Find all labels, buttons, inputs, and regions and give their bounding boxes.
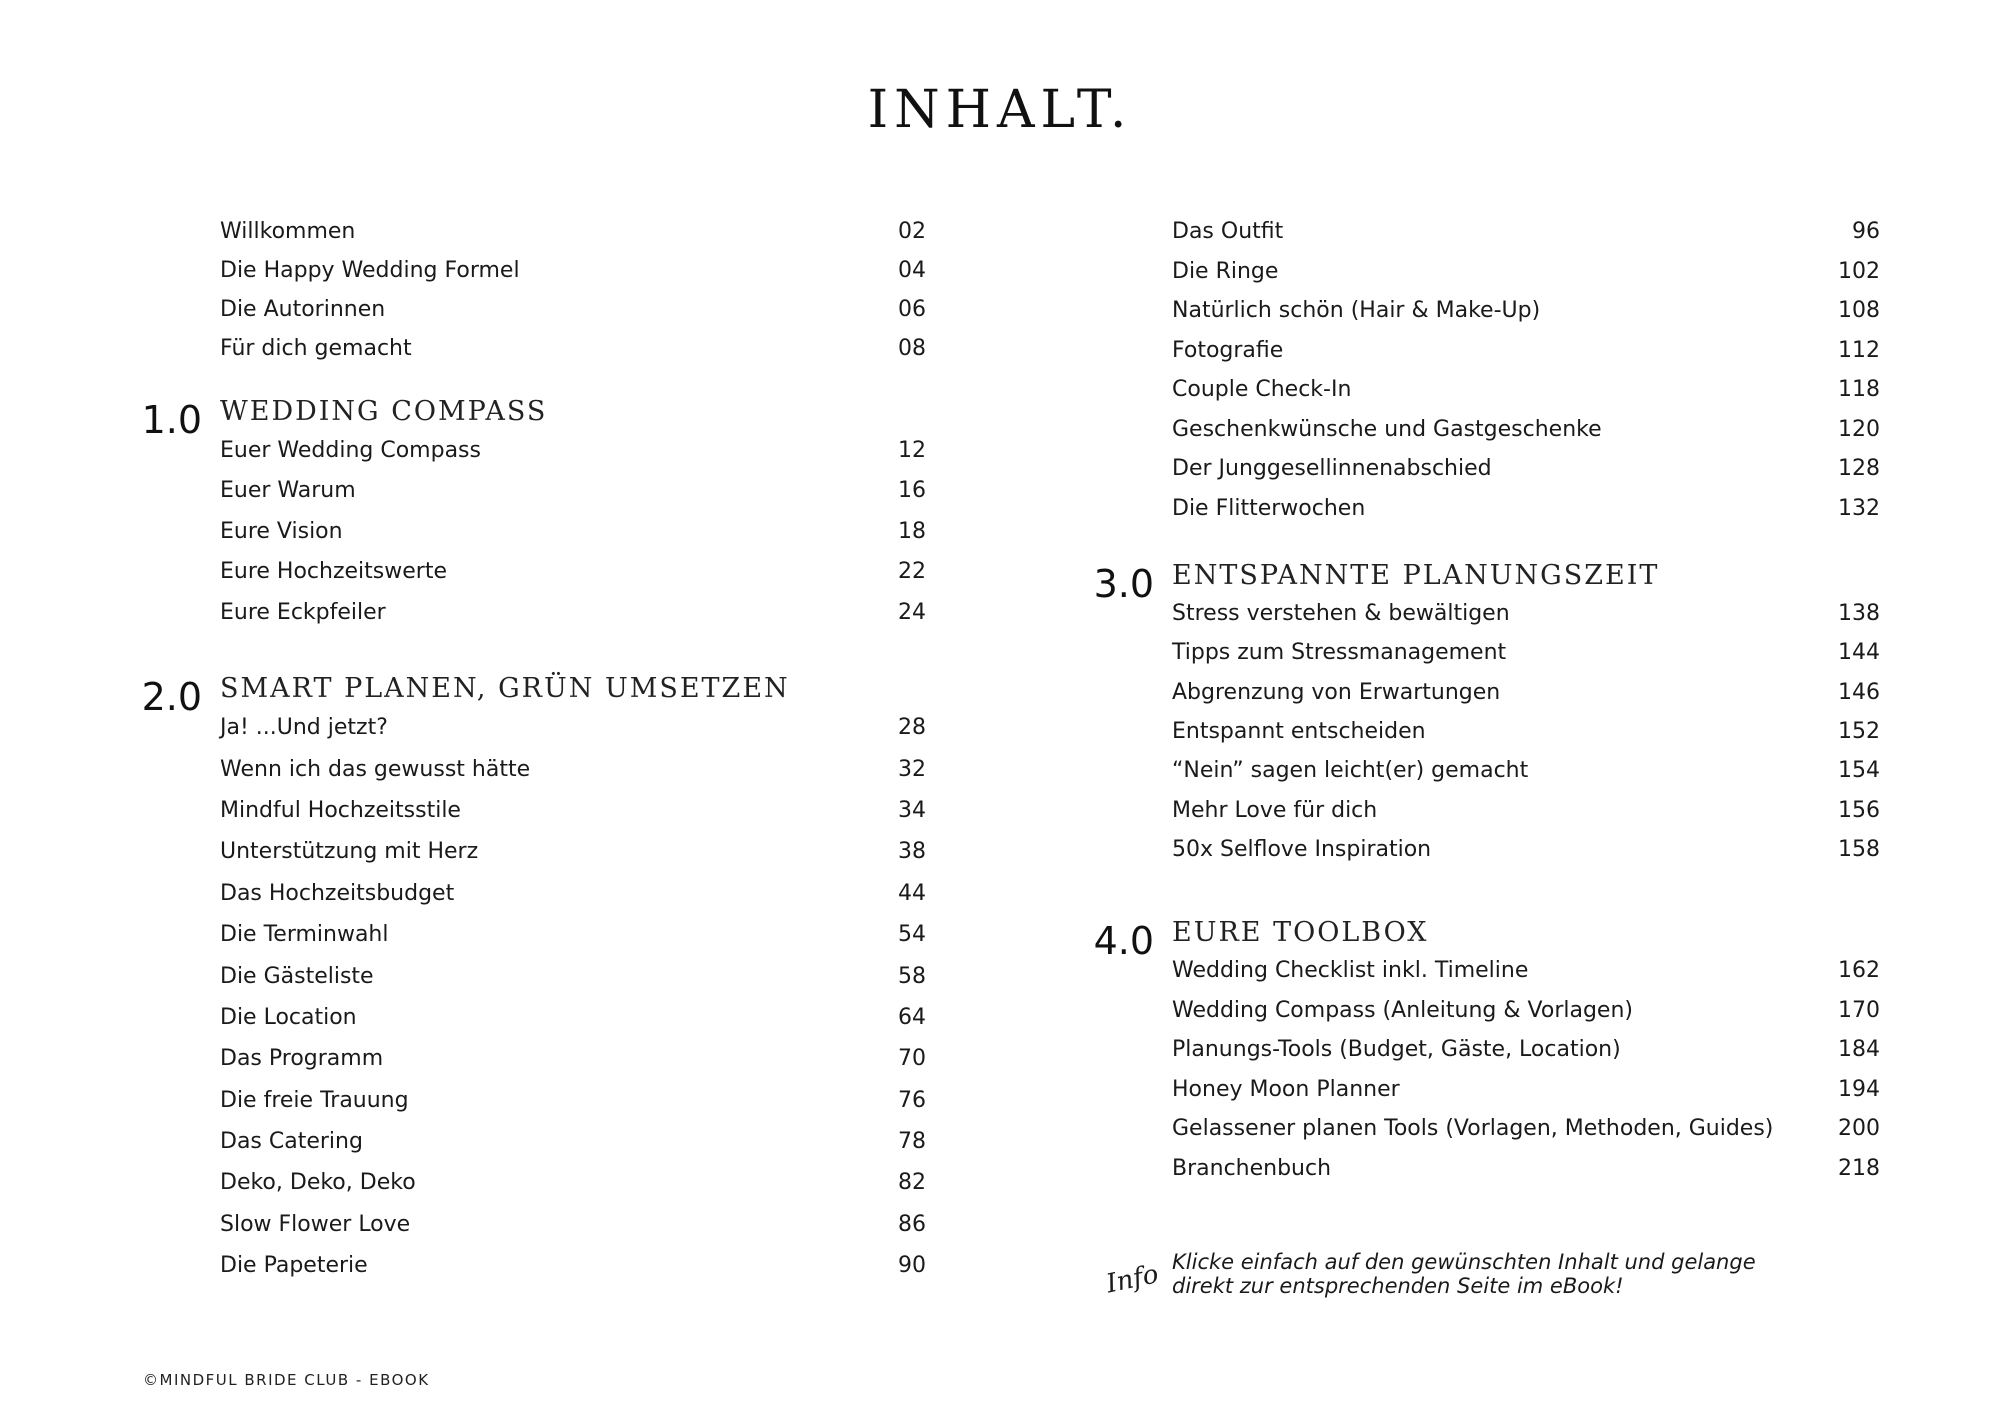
toc-entry-label: Die Location (220, 1004, 357, 1030)
toc-entry-label: Geschenkwünsche und Gastgeschenke (1172, 416, 1602, 442)
toc-entry[interactable] (220, 914, 926, 955)
toc-entry-label: Die Flitterwochen (1172, 495, 1366, 521)
toc-entry-page: 58 (898, 963, 926, 989)
toc-entry-label: Branchenbuch (1172, 1155, 1332, 1181)
toc-entry[interactable] (1172, 751, 1880, 790)
toc-entry-label: Ja! ...Und jetzt? (220, 715, 388, 741)
toc-entry-page: 154 (1838, 758, 1880, 784)
toc-entry-label: Das Outfit (1172, 219, 1284, 245)
toc-entry[interactable] (1172, 951, 1880, 991)
info-icon-text: Info (1103, 1259, 1162, 1300)
toc-entry-label: Honey Moon Planner (1172, 1076, 1400, 1102)
toc-entry[interactable] (1172, 449, 1880, 489)
toc-entry-label: Für dich gemacht (220, 336, 412, 361)
toc-entry[interactable] (1172, 594, 1880, 633)
toc-entry-page: 102 (1838, 258, 1880, 284)
toc-entry[interactable] (220, 955, 926, 996)
toc-entry-page: 158 (1838, 836, 1880, 862)
toc-entry-label: Die Autorinnen (220, 297, 386, 322)
toc-entry-page: 12 (898, 437, 926, 463)
toc-section-list (1172, 594, 1880, 869)
toc-entry-page: 218 (1838, 1155, 1880, 1181)
toc-entry-page: 112 (1838, 337, 1880, 363)
toc-section-list (220, 707, 926, 1286)
toc-entry[interactable] (1172, 1070, 1880, 1110)
toc-entry[interactable] (220, 430, 926, 471)
toc-intro-list (220, 212, 926, 368)
toc-entry[interactable] (1172, 673, 1880, 712)
section-title[interactable]: SMART PLANEN, GRÜN UMSETZEN (220, 673, 790, 704)
toc-entry[interactable] (220, 748, 926, 789)
toc-section-4 (1093, 917, 1880, 1188)
toc-entry-page: 22 (898, 559, 926, 585)
section-title[interactable]: ENTSPANNTE PLANUNGSZEIT (1172, 560, 1660, 591)
toc-entry-page: 144 (1838, 640, 1880, 666)
toc-entry[interactable] (220, 1204, 926, 1245)
toc-entry-label: Mehr Love für dich (1172, 797, 1378, 823)
toc-entry-page: 162 (1838, 958, 1880, 984)
toc-entry-label: Willkommen (220, 219, 356, 244)
toc-entry-label: Die Terminwahl (220, 922, 389, 948)
toc-entry-page: 04 (898, 258, 926, 283)
toc-entry-label: Wedding Checklist inkl. Timeline (1172, 958, 1529, 984)
toc-entry-page: 86 (898, 1211, 926, 1237)
section-title[interactable]: WEDDING COMPASS (220, 396, 548, 427)
toc-entry-label: Slow Flower Love (220, 1211, 411, 1237)
toc-entry-label: Gelassener planen Tools (Vorlagen, Methoden, Guides) (1172, 1116, 1774, 1142)
toc-entry-page: 200 (1838, 1116, 1880, 1142)
toc-entry-page: 70 (898, 1046, 926, 1072)
toc-entry[interactable] (1172, 1030, 1880, 1070)
toc-entry-label: Mindful Hochzeitsstile (220, 797, 461, 823)
toc-section-2-continued (1172, 212, 1880, 528)
toc-entry-page: 06 (898, 297, 926, 322)
toc-entry-label: Das Hochzeitsbudget (220, 880, 455, 906)
toc-entry-label: Die Happy Wedding Formel (220, 258, 520, 283)
page-title: INHALT. (867, 80, 1133, 140)
toc-entry-page: 96 (1852, 219, 1880, 245)
toc-entry-page: 32 (898, 756, 926, 782)
toc-entry[interactable] (1172, 790, 1880, 829)
toc-entry[interactable] (1172, 331, 1880, 371)
toc-entry[interactable] (220, 329, 926, 368)
toc-entry[interactable] (1172, 252, 1880, 292)
toc-entry-page: 120 (1838, 416, 1880, 442)
toc-entry[interactable] (1172, 991, 1880, 1031)
toc-entry-page: 90 (898, 1253, 926, 1279)
info-note (1100, 1248, 1820, 1318)
toc-entry-label: Die freie Trauung (220, 1087, 409, 1113)
toc-entry-label: Euer Wedding Compass (220, 437, 481, 463)
toc-entry-page: 64 (898, 1004, 926, 1030)
footer-copyright: ©MINDFUL BRIDE CLUB - EBOOK (143, 1371, 430, 1389)
toc-entry[interactable] (220, 1162, 926, 1203)
toc-entry-page: 54 (898, 922, 926, 948)
toc-entry-label: Unterstützung mit Herz (220, 839, 479, 865)
toc-entry-label: Das Catering (220, 1129, 363, 1155)
toc-entry-page: 18 (898, 518, 926, 544)
toc-intro (220, 212, 926, 368)
toc-entry[interactable] (1172, 291, 1880, 331)
toc-entry-page: 132 (1838, 495, 1880, 521)
toc-entry-label: Eure Vision (220, 518, 343, 544)
section-heading (1093, 917, 1880, 963)
toc-entry-page: 76 (898, 1087, 926, 1113)
toc-entry-page: 82 (898, 1170, 926, 1196)
toc-entry-label: Natürlich schön (Hair & Make-Up) (1172, 298, 1541, 324)
toc-entry-page: 128 (1838, 456, 1880, 482)
info-script-icon (1100, 1248, 1164, 1318)
toc-entry[interactable] (220, 212, 926, 251)
toc-entry[interactable] (1172, 633, 1880, 672)
toc-entry-label: Entspannt entscheiden (1172, 719, 1426, 745)
toc-entry-page: 28 (898, 715, 926, 741)
section-title[interactable]: EURE TOOLBOX (1172, 917, 1429, 948)
toc-entry-label: Fotografie (1172, 337, 1284, 363)
toc-section-2 (141, 673, 926, 1286)
toc-entry[interactable] (1172, 830, 1880, 869)
toc-entry[interactable] (220, 251, 926, 290)
toc-section-list (1172, 951, 1880, 1188)
toc-entry-page: 16 (898, 478, 926, 504)
toc-entry-label: Deko, Deko, Deko (220, 1170, 416, 1196)
toc-entry-page: 194 (1838, 1076, 1880, 1102)
toc-entry-label: Das Programm (220, 1046, 384, 1072)
toc-entry[interactable] (1172, 1149, 1880, 1189)
section-number: 2.0 (141, 675, 202, 719)
toc-entry-page: 146 (1838, 679, 1880, 705)
toc-entry-page: 184 (1838, 1037, 1880, 1063)
toc-entry[interactable] (220, 790, 926, 831)
toc-entry[interactable] (1172, 212, 1880, 252)
toc-entry-page: 38 (898, 839, 926, 865)
toc-entry-page: 108 (1838, 298, 1880, 324)
section-heading (141, 673, 926, 719)
toc-entry-page: 118 (1838, 377, 1880, 403)
toc-entry[interactable] (220, 290, 926, 329)
toc-entry[interactable] (220, 1121, 926, 1162)
toc-entry-label: Die Ringe (1172, 258, 1279, 284)
section-number: 1.0 (141, 398, 202, 442)
toc-entry[interactable] (220, 471, 926, 512)
toc-entry-page: 152 (1838, 719, 1880, 745)
toc-entry-label: Die Gästeliste (220, 963, 374, 989)
toc-entry-page: 44 (898, 880, 926, 906)
toc-entry-label: Die Papeterie (220, 1253, 368, 1279)
toc-entry-label: Euer Warum (220, 478, 356, 504)
toc-entry-label: Couple Check-In (1172, 377, 1352, 403)
toc-entry[interactable] (1172, 712, 1880, 751)
section-heading (141, 396, 926, 442)
toc-entry[interactable] (1172, 410, 1880, 450)
toc-entry-page: 34 (898, 797, 926, 823)
toc-entry[interactable] (220, 707, 926, 748)
toc-entry[interactable] (220, 831, 926, 872)
toc-entry-page: 08 (898, 336, 926, 361)
toc-entry-label: Planungs-Tools (Budget, Gäste, Location) (1172, 1037, 1621, 1063)
toc-entry-label: 50x Selflove Inspiration (1172, 836, 1432, 862)
toc-entry-label: Der Junggesellinnenabschied (1172, 456, 1492, 482)
toc-entry[interactable] (1172, 370, 1880, 410)
toc-entry[interactable] (220, 592, 926, 633)
toc-entry-page: 24 (898, 599, 926, 625)
toc-section-1 (141, 396, 926, 633)
toc-entry-label: Wedding Compass (Anleitung & Vorlagen) (1172, 997, 1633, 1023)
toc-section-list (220, 430, 926, 633)
toc-entry[interactable] (220, 1038, 926, 1079)
toc-entry[interactable] (220, 1245, 926, 1286)
toc-section-3 (1093, 560, 1880, 869)
toc-entry[interactable] (220, 511, 926, 552)
section-number: 3.0 (1093, 562, 1154, 606)
toc-entry[interactable] (220, 873, 926, 914)
toc-entry-label: Stress verstehen & bewältigen (1172, 601, 1510, 627)
toc-entry-label: Eure Hochzeitswerte (220, 559, 447, 585)
section-heading (1093, 560, 1880, 606)
toc-entry-page: 156 (1838, 797, 1880, 823)
toc-entry[interactable] (1172, 489, 1880, 529)
info-note-text: Klicke einfach auf den gewünschten Inhalt und gelange direkt zur entsprechenden Seite im eBook! (1172, 1250, 1756, 1298)
toc-entry-label: Eure Eckpfeiler (220, 599, 386, 625)
toc-entry-page: 170 (1838, 997, 1880, 1023)
toc-entry-label: “Nein” sagen leicht(er) gemacht (1172, 758, 1529, 784)
toc-entry-page: 138 (1838, 601, 1880, 627)
toc-entry[interactable] (220, 1080, 926, 1121)
toc-entry-label: Abgrenzung von Erwartungen (1172, 679, 1501, 705)
toc-entry[interactable] (220, 552, 926, 593)
toc-entry-page: 02 (898, 219, 926, 244)
toc-continued-list (1172, 212, 1880, 528)
toc-entry[interactable] (1172, 1109, 1880, 1149)
section-number: 4.0 (1093, 919, 1154, 963)
toc-entry[interactable] (220, 997, 926, 1038)
toc-entry-label: Tipps zum Stressmanagement (1172, 640, 1507, 666)
toc-entry-page: 78 (898, 1129, 926, 1155)
toc-entry-label: Wenn ich das gewusst hätte (220, 756, 531, 782)
